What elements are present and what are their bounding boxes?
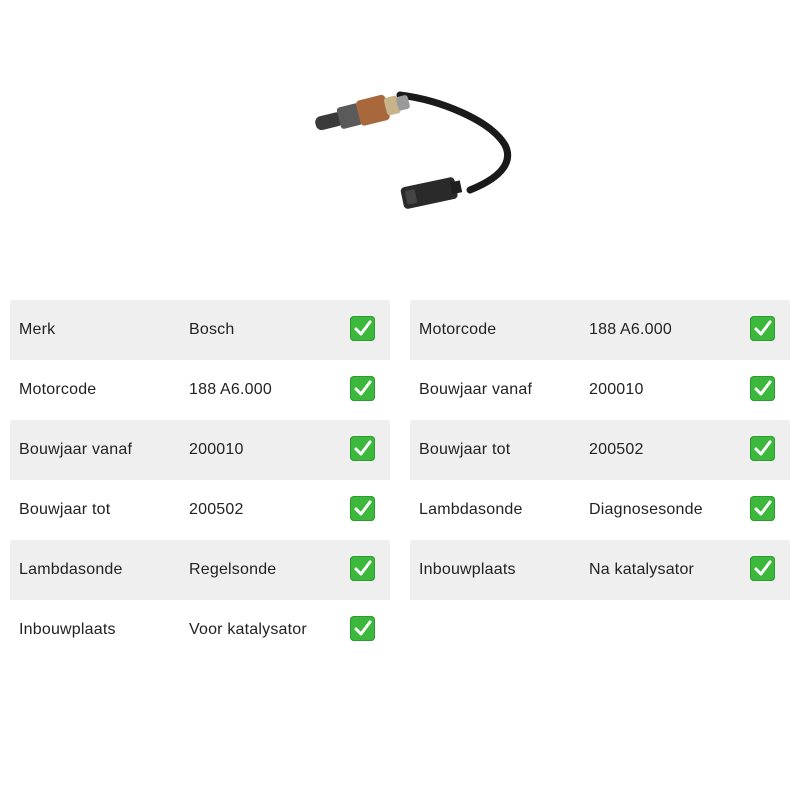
spec-label: Inbouwplaats (19, 621, 116, 638)
spec-value: Diagnosesonde (589, 501, 703, 518)
spec-label: Motorcode (19, 381, 97, 398)
spec-label: Bouwjaar vanaf (19, 441, 133, 458)
check-icon (350, 316, 375, 341)
spec-row (10, 540, 390, 600)
spec-value: Bosch (189, 321, 235, 338)
spec-label: Merk (19, 321, 56, 338)
check-icon (750, 556, 775, 581)
spec-label: Lambdasonde (19, 561, 123, 578)
check-icon (750, 496, 775, 521)
spec-value: 188 A6.000 (589, 321, 672, 338)
spec-row (410, 420, 790, 480)
spec-row (10, 300, 390, 360)
check-icon (750, 316, 775, 341)
spec-table-left (10, 300, 390, 660)
spec-label: Bouwjaar tot (19, 501, 111, 518)
product-image (300, 70, 530, 220)
spec-row (10, 360, 390, 420)
spec-label: Inbouwplaats (419, 561, 516, 578)
spec-value: Na katalysator (589, 561, 695, 578)
spec-label: Bouwjaar vanaf (419, 381, 533, 398)
check-icon (350, 376, 375, 401)
spec-row (410, 480, 790, 540)
check-icon (350, 616, 375, 641)
spec-row (410, 300, 790, 360)
spec-row (410, 360, 790, 420)
check-icon (750, 376, 775, 401)
spec-value: Voor katalysator (189, 621, 307, 638)
spec-value: 200502 (589, 441, 644, 458)
spec-label: Lambdasonde (419, 501, 523, 518)
check-icon (350, 496, 375, 521)
spec-value: 188 A6.000 (189, 381, 272, 398)
check-icon (350, 436, 375, 461)
spec-row (410, 540, 790, 600)
spec-value: 200010 (589, 381, 644, 398)
spec-table-right (410, 300, 790, 600)
spec-row (10, 480, 390, 540)
spec-label: Motorcode (419, 321, 497, 338)
spec-label: Bouwjaar tot (419, 441, 511, 458)
spec-value: 200502 (189, 501, 244, 518)
spec-value: Regelsonde (189, 561, 277, 578)
spec-row (10, 600, 390, 660)
spec-row (10, 420, 390, 480)
check-icon (750, 436, 775, 461)
spec-value: 200010 (189, 441, 244, 458)
check-icon (350, 556, 375, 581)
